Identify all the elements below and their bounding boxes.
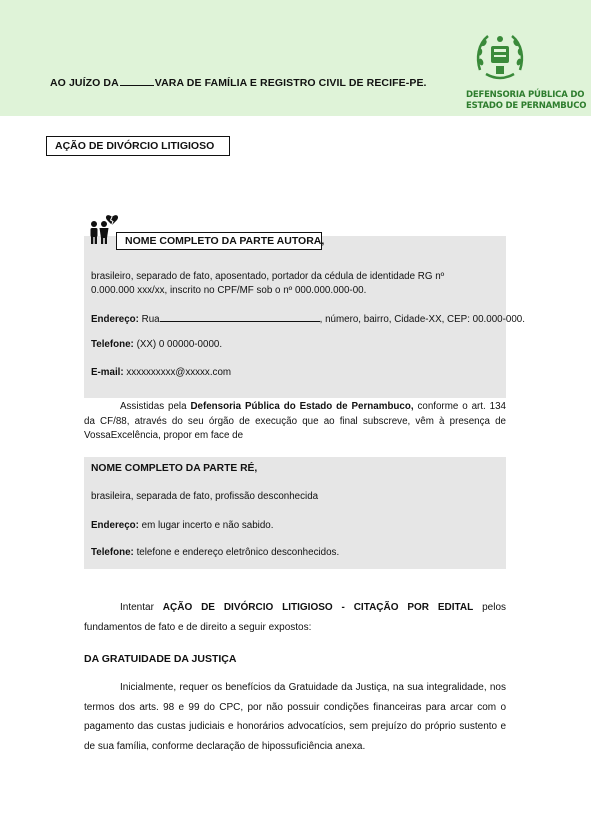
author-phone-label: Telefone: — [91, 339, 134, 350]
defendant-address-label: Endereço: — [91, 520, 139, 531]
author-address-street: Rua — [141, 314, 160, 325]
intent-bold: AÇÃO DE DIVÓRCIO LITIGIOSO - CITAÇÃO POR EDITAL — [162, 602, 474, 613]
action-title: AÇÃO DE DIVÓRCIO LITIGIOSO — [46, 136, 230, 156]
defendant-qualification: brasileira, separada de fato, profissão desconhecida — [91, 491, 319, 502]
intent-pre: Intentar — [120, 602, 154, 613]
court-number-blank — [120, 76, 154, 86]
author-street-blank — [160, 313, 320, 322]
author-qualification-line2: 0.000.000 xxx/xx, inscrito no CPF/MF sob o nº 000.000.000-00. — [91, 285, 367, 296]
intent-paragraph — [84, 598, 506, 637]
author-qualification-line1: brasileiro, separado de fato, aposentado, portador da cédula de identidade RG nº — [91, 271, 445, 282]
author-address-label: Endereço: — [91, 314, 139, 325]
assist-post: conforme o art. 134 da CF/88, através do seu órgão de execução que ao final subscreve, vêm à presença de VossaExcelência, propor em face de — [84, 401, 506, 441]
org-name — [466, 90, 586, 112]
defendant-address — [91, 520, 273, 531]
author-address-rest: , número, bairro, Cidade-XX, CEP: 00.000-000. — [319, 314, 525, 325]
defendant-name: NOME COMPLETO DA PARTE RÉ, — [91, 463, 258, 474]
author-address — [91, 313, 525, 325]
defensoria-seal-icon — [474, 30, 526, 82]
gratuity-paragraph — [84, 678, 506, 756]
defendant-phone-label: Telefone: — [91, 547, 134, 558]
author-email-label: E-mail: — [91, 367, 124, 378]
author-name: NOME COMPLETO DA PARTE AUTORA, — [116, 232, 322, 250]
court-suffix: VARA DE FAMÍLIA E REGISTRO CIVIL DE RECIFE-PE. — [154, 77, 427, 89]
defendant-phone-value: telefone e endereço eletrônico desconhecidos. — [136, 547, 340, 558]
org-name-line2: ESTADO DE PERNAMBUCO — [466, 101, 587, 111]
court-prefix: AO JUÍZO DA — [50, 77, 119, 89]
section-title: DA GRATUIDADE DA JUSTIÇA — [84, 653, 237, 665]
court-address-line — [50, 76, 427, 89]
gratuity-text: Inicialmente, requer os benefícios da Gratuidade da Justiça, na sua integralidade, nos termos dos arts. 98 e 99 do CPC, por não possuir condições financeiras para arcar com o pagamento das custas judiciais e honorários advocatícios, sem prejuízo do próprio sustento e de sua família, conforme declaração de hipossuficiência anexa. — [84, 682, 506, 752]
author-phone-value: (XX) 0 00000-0000. — [136, 339, 223, 350]
author-phone — [91, 339, 222, 350]
defendant-address-value: em lugar incerto e não sabido. — [141, 520, 274, 531]
author-email — [91, 367, 231, 378]
assist-paragraph — [84, 400, 506, 444]
intent-post: pelos fundamentos de fato e de direito a seguir expostos: — [84, 602, 507, 633]
defendant-phone — [91, 547, 339, 558]
assist-org: Defensoria Pública do Estado de Pernambuco, — [190, 401, 414, 412]
author-email-value: xxxxxxxxxx@xxxxx.com — [126, 367, 232, 378]
org-name-line1: DEFENSORIA PÚBLICA DO — [466, 90, 585, 100]
assist-pre: Assistidas pela — [120, 401, 187, 412]
